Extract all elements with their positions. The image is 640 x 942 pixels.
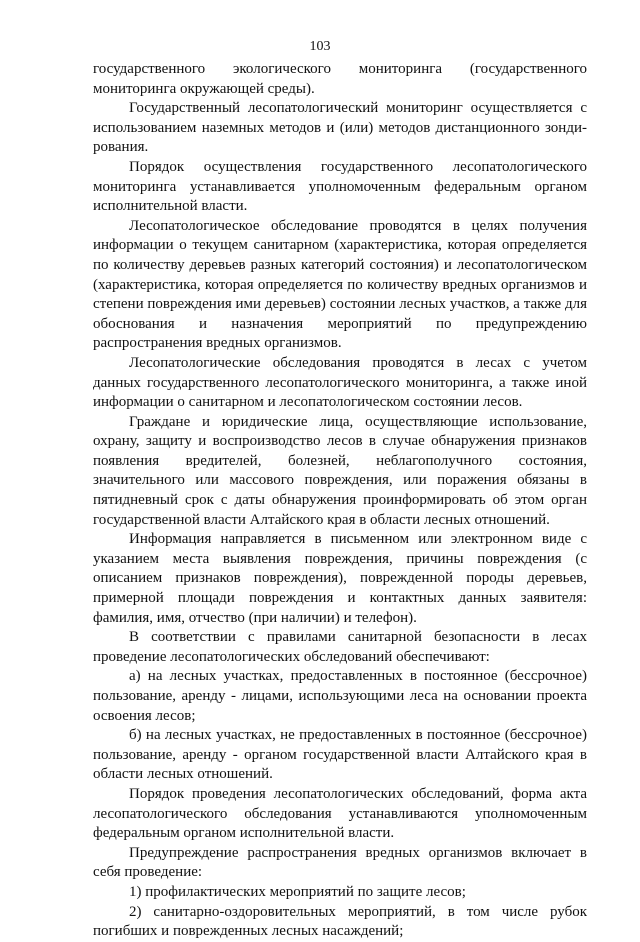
list-item-a: а) на лесных участках, предоставленных в постоянное (бессрочное) пользование, аренду - лицами, использующими леса на основании проекта освоения лесов; — [93, 668, 587, 724]
list-item-1: 1) профилактических мероприятий по защите лесов; — [129, 883, 466, 900]
paragraph-monitoring-methods: Государственный лесопатологический мониторинг осуществляется с использованием наземных методов и (или) методов дистанционного зондирования. — [93, 100, 587, 156]
paragraph-sanitary-rules: В соответствии с правилами санитарной безопасности в лесах проведение лесопатологических обследований обеспечивают: — [93, 629, 587, 665]
paragraph-survey-purpose: Лесопатологическое обследование проводятся в целях получения информации о текущем санитарном (характеристика, которая определяется по количеству деревьев разных категорий состояния) и лесопатологическом (характеристика, которая определяется по количеству вредных организмов и степени повреждения ими деревьев) состоянии лесных участков, а также для обоснования и назначения мероприятий по предупреждению распространения вредных организмов. — [93, 217, 587, 352]
page-number: 103 — [309, 39, 331, 54]
paragraph-continuation: государственного экологического мониторинга (государственного мониторинга окружающей среды). — [93, 61, 587, 97]
paragraph-survey-basis: Лесопатологические обследования проводятся в лесах с учетом данных государственного лесопатологического мониторинга, а также иной информации о санитарном и лесопатологическом состоянии лесов. — [93, 354, 587, 411]
paragraph-information-submission: Информация направляется в письменном или электронном виде с указанием места выявления повреждения, причины повреждения (с описанием признаков повреждения), поврежденной породы деревьев, примерной площади повреждения и контактных данных заявителя: фамилия, имя, отчество (при наличии) и телефон). — [93, 531, 587, 626]
paragraph-citizens-obligation: Граждане и юридические лица, осуществляющие использование, охрану, защиту и воспроизводство лесов в случае обнаружения признаков появления вредителей, болезней, неблагополучного состояния, значительного или массового повреждения, или поражения обязаны в пятидневный срок с даты обнаружения проинформировать об этом орган государственной власти Алтайского края в области лесных отношений. — [93, 413, 587, 528]
paragraph-monitoring-procedure: Порядок осуществления государственного лесопатологического мониторинга устанавливается уполномоченным федеральным органом исполнительной власти. — [93, 158, 587, 215]
body-text — [93, 60, 587, 942]
list-item-b: б) на лесных участках, не предоставленных в постоянное (бессрочное) пользование, аренду - органом государственной власти Алтайского края в области лесных отношений. — [93, 727, 587, 783]
list-item-2: 2) санитарно-оздоровительных мероприятий, в том числе рубок погибших и поврежденных лесных насаждений; — [93, 903, 587, 940]
paragraph-prevention: Предупреждение распространения вредных организмов включает в себя проведение: — [93, 844, 587, 881]
paragraph-survey-procedure: Порядок проведения лесопатологических обследований, форма акта лесопатологического обследования устанавливаются уполномоченным федеральным органом исполнительной власти. — [93, 785, 587, 842]
